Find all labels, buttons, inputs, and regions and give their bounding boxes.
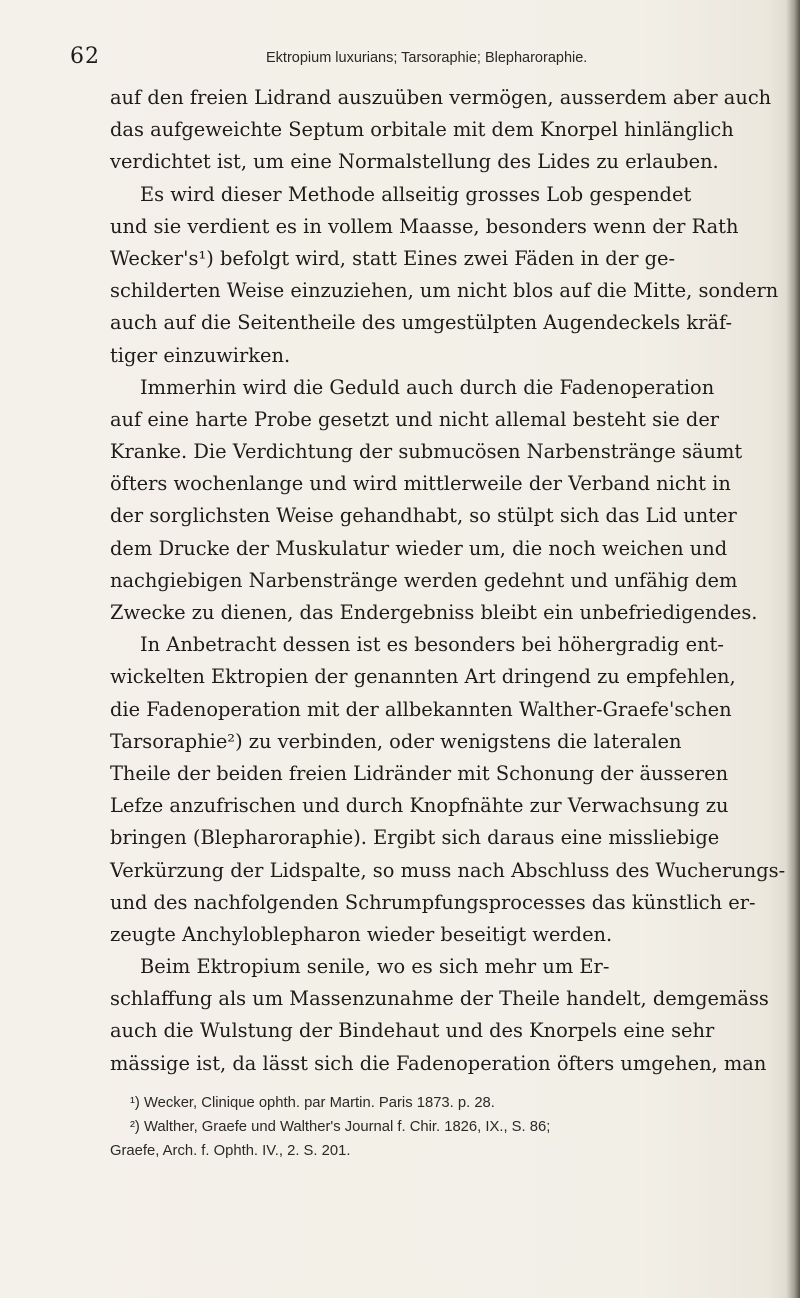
text-line: das aufgeweichte Septum orbitale mit dem Knorpel hinlänglich bbox=[110, 118, 734, 142]
text-line: Kranke. Die Verdichtung der submucösen Narbenstränge säumt bbox=[110, 440, 743, 464]
text-line: Lefze anzufrischen und durch Knopfnähte zur Verwachsung zu bbox=[110, 794, 729, 818]
footnote-2-continued: Graefe, Arch. f. Ophth. IV., 2. S. 201. bbox=[110, 1143, 351, 1159]
text-line: auch die Wulstung der Bindehaut und des Knorpels eine sehr bbox=[110, 1019, 715, 1043]
text-line: die Fadenoperation mit der allbekannten Walther-Graefe'schen bbox=[110, 697, 732, 721]
text-line: mässige ist, da lässt sich die Fadenoperation öfters umgehen, man bbox=[110, 1051, 767, 1075]
text-line: der sorglichsten Weise gehandhabt, so stülpt sich das Lid unter bbox=[110, 504, 737, 528]
text-line: wickelten Ektropien der genannten Art dringend zu empfehlen, bbox=[110, 665, 736, 689]
text-line: Verkürzung der Lidspalte, so muss nach Abschluss des Wucherungs- bbox=[110, 858, 786, 882]
page-number: 62 bbox=[70, 44, 100, 69]
text-line: und des nachfolgenden Schrumpfungsprocesses das künstlich er- bbox=[110, 890, 756, 914]
text-line: verdichtet ist, um eine Normalstellung des Lides zu erlauben. bbox=[110, 150, 719, 174]
text-line: auch auf die Seitentheile des umgestülpten Augendeckels kräf- bbox=[110, 311, 733, 335]
footnotes bbox=[110, 1091, 738, 1163]
text-line: schlaffung als um Massenzunahme der Theile handelt, demgemäss bbox=[110, 987, 769, 1011]
text-line: In Anbetracht dessen ist es besonders bei höhergradig ent- bbox=[140, 633, 724, 657]
text-line: öfters wochenlange und wird mittlerweile der Verband nicht in bbox=[110, 472, 731, 496]
text-line: zeugte Anchyloblepharon wieder beseitigt werden. bbox=[110, 922, 613, 946]
text-line: schilderten Weise einzuziehen, um nicht blos auf die Mitte, sondern bbox=[110, 279, 779, 303]
text-line: Theile der beiden freien Lidränder mit Schonung der äusseren bbox=[110, 761, 729, 785]
text-line: Immerhin wird die Geduld auch durch die Fadenoperation bbox=[140, 375, 715, 399]
text-line: auf den freien Lidrand auszuüben vermögen, ausserdem aber auch bbox=[110, 86, 772, 109]
text-line: nachgiebigen Narbenstränge werden gedehnt und unfähig dem bbox=[110, 568, 738, 592]
text-line: Es wird dieser Methode allseitig grosses Lob gespendet bbox=[140, 182, 692, 206]
footnote-2: ²) Walther, Graefe und Walther's Journal f. Chir. 1826, IX., S. 86; bbox=[130, 1119, 551, 1135]
text-line: Tarsoraphie²) zu verbinden, oder wenigstens die lateralen bbox=[110, 729, 682, 753]
page-edge-shadow bbox=[786, 0, 800, 1298]
text-line: dem Drucke der Muskulatur wieder um, die noch weichen und bbox=[110, 536, 728, 560]
text-line: und sie verdient es in vollem Maasse, besonders wenn der Rath bbox=[110, 214, 739, 238]
text-line: auf eine harte Probe gesetzt und nicht allemal besteht sie der bbox=[110, 407, 720, 431]
footnote-1: ¹) Wecker, Clinique ophth. par Martin. Paris 1873. p. 28. bbox=[130, 1095, 495, 1111]
page-header bbox=[70, 44, 730, 74]
text-line: Zwecke zu dienen, das Endergebniss bleibt ein unbefriedigendes. bbox=[110, 601, 758, 624]
text-line: Beim Ektropium senile, wo es sich mehr um Er- bbox=[140, 955, 610, 979]
text-line: tiger einzuwirken. bbox=[110, 343, 291, 367]
text-line: Wecker's¹) befolgt wird, statt Eines zwei Fäden in der ge- bbox=[110, 246, 676, 270]
running-head: Ektropium luxurians; Tarsoraphie; Blepharoraphie. bbox=[266, 50, 588, 66]
text-line: bringen (Blepharoraphie). Ergibt sich daraus eine missliebige bbox=[110, 826, 720, 850]
body-text bbox=[110, 82, 786, 1080]
